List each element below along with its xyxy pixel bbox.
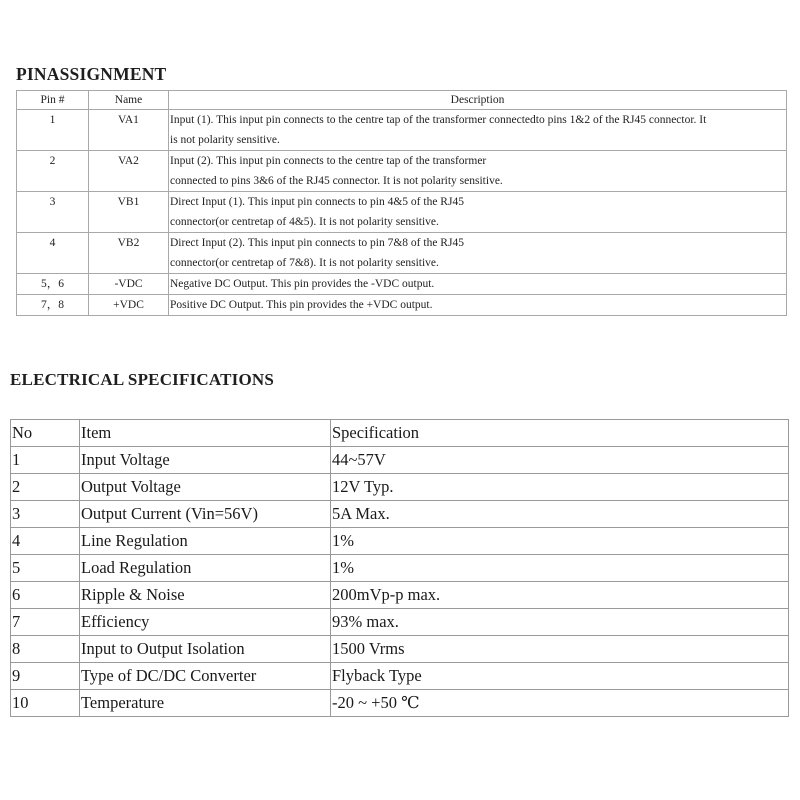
spec-item: Type of DC/DC Converter [80,663,331,690]
table-row [11,582,789,609]
pin-header-name: Name [89,91,169,110]
table-row [11,636,789,663]
pin-name: VA2 [89,151,169,192]
table-row [11,555,789,582]
spec-item: Line Regulation [80,528,331,555]
pin-description-line: Direct Input (1). This input pin connects to pin 4&5 of the RJ45 [170,196,464,208]
table-row [11,609,789,636]
spec-value: 5A Max. [331,501,789,528]
pin-description-line: Input (2). This input pin connects to the centre tap of the transformer [170,155,487,167]
spec-item: Ripple & Noise [80,582,331,609]
pin-description [169,274,787,295]
pin-description-line: connector(or centretap of 7&8). It is not polarity sensitive. [170,257,439,269]
spec-no: 7 [11,609,80,636]
pin-name: +VDC [89,295,169,316]
spec-table-header-row [11,420,789,447]
pin-name: VB1 [89,192,169,233]
spec-item: Output Voltage [80,474,331,501]
table-row [11,663,789,690]
spec-value: 44~57V [331,447,789,474]
pin-name: VA1 [89,110,169,151]
spec-item: Input Voltage [80,447,331,474]
spec-value: 1% [331,528,789,555]
spec-value: 12V Typ. [331,474,789,501]
pin-number: 7，8 [17,295,89,316]
pin-description-line: Input (1). This input pin connects to the centre tap of the transformer connectedto pins 1&2 of the RJ45 connector. It [170,114,707,126]
pin-header-pin: Pin # [17,91,89,110]
spec-no: 6 [11,582,80,609]
table-row [11,690,789,717]
table-row [17,274,787,295]
pin-description-line: Direct Input (2). This input pin connects to pin 7&8 of the RJ45 [170,237,464,249]
pin-description-line: is not polarity sensitive. [170,134,280,146]
spec-value: Flyback Type [331,663,789,690]
pin-assignment-title: PINASSIGNMENT [16,64,167,84]
pin-description-line: Negative DC Output. This pin provides the -VDC output. [170,278,435,290]
spec-no: 8 [11,636,80,663]
pin-description [169,233,787,274]
spec-value: 200mVp-p max. [331,582,789,609]
spec-header-item: Item [80,420,331,447]
pin-number: 5，6 [17,274,89,295]
spec-no: 9 [11,663,80,690]
spec-value: 1500 Vrms [331,636,789,663]
spec-item: Output Current (Vin=56V) [80,501,331,528]
table-row [17,151,787,192]
spec-no: 5 [11,555,80,582]
spec-item: Load Regulation [80,555,331,582]
pin-description [169,192,787,233]
electrical-specs-table [10,419,789,717]
table-row [17,110,787,151]
pin-number: 4 [17,233,89,274]
pin-description-line: connector(or centretap of 4&5). It is not polarity sensitive. [170,216,439,228]
spec-item: Input to Output Isolation [80,636,331,663]
spec-value: 1% [331,555,789,582]
table-row [11,474,789,501]
pin-description-line: connected to pins 3&6 of the RJ45 connector. It is not polarity sensitive. [170,175,503,187]
pin-number: 1 [17,110,89,151]
table-row [17,192,787,233]
pin-number: 2 [17,151,89,192]
table-row [17,233,787,274]
spec-no: 4 [11,528,80,555]
pin-number: 3 [17,192,89,233]
spec-value: 93% max. [331,609,789,636]
pin-name: VB2 [89,233,169,274]
electrical-specs-title: ELECTRICAL SPECIFICATIONS [10,370,275,389]
table-row [17,295,787,316]
spec-item: Temperature [80,690,331,717]
spec-item: Efficiency [80,609,331,636]
spec-no: 2 [11,474,80,501]
pin-header-description: Description [169,91,787,110]
table-row [11,528,789,555]
spec-header-no: No [11,420,80,447]
spec-value: -20 ~ +50 ℃ [331,690,789,717]
pin-description-line: Positive DC Output. This pin provides the +VDC output. [170,299,433,311]
pin-description [169,151,787,192]
pin-name: -VDC [89,274,169,295]
table-row [11,447,789,474]
spec-no: 10 [11,690,80,717]
spec-no: 1 [11,447,80,474]
spec-no: 3 [11,501,80,528]
pin-description [169,295,787,316]
spec-header-specification: Specification [331,420,789,447]
pin-description [169,110,787,151]
table-row [11,501,789,528]
pin-assignment-table [16,90,787,316]
pin-table-header-row [17,91,787,110]
